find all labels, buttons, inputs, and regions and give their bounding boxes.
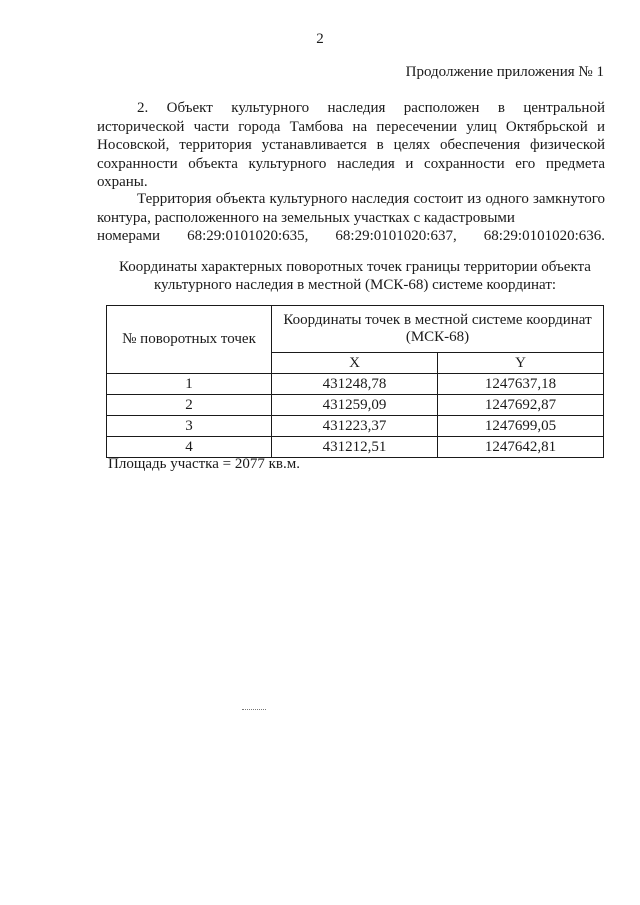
cell-y: 1247699,05 [438, 416, 604, 437]
paragraph-territory-cadastral: номерами 68:29:0101020:635, 68:29:0101020:637, 68:29:0101020:636. [97, 228, 605, 244]
header-coordinates: Координаты точек в местной системе координат (МСК-68) [272, 306, 604, 353]
cell-y: 1247642,81 [438, 437, 604, 458]
table-row [107, 374, 604, 395]
cell-x: 431212,51 [272, 437, 438, 458]
cell-x: 431248,78 [272, 374, 438, 395]
paragraph-territory-text: Территория объекта культурного наследия состоит из одного замкнутого контура, расположенного на земельных участках с кадастровыми [97, 191, 605, 226]
cell-y: 1247637,18 [438, 374, 604, 395]
table-row [107, 395, 604, 416]
page-number: 2 [316, 31, 324, 47]
cell-point-number: 3 [107, 416, 272, 437]
table-caption: Координаты характерных поворотных точек границы территории объекта культурного наследия в местной (МСК-68) системе координат: [119, 259, 591, 293]
cell-y: 1247692,87 [438, 395, 604, 416]
scan-artifact [242, 709, 266, 711]
cell-point-number: 1 [107, 374, 272, 395]
land-area: Площадь участка = 2077 кв.м. [108, 456, 300, 472]
paragraph-location: 2. Объект культурного наследия расположен в центральной исторической части города Тамбова на пересечении улиц Октябрьской и Носовской, территория устанавливается в целях обеспечения физической сохранности объекта культурного наследия и сохранности его предмета охраны. [97, 100, 605, 190]
header-x: X [272, 353, 438, 374]
table-row [107, 416, 604, 437]
cell-point-number: 2 [107, 395, 272, 416]
cell-point-number: 4 [107, 437, 272, 458]
cell-x: 431223,37 [272, 416, 438, 437]
coordinates-table [106, 305, 604, 458]
paragraph-territory [97, 190, 605, 246]
header-point-number: № поворотных точек [107, 306, 272, 374]
cell-x: 431259,09 [272, 395, 438, 416]
appendix-note: Продолжение приложения № 1 [405, 64, 604, 80]
header-y: Y [438, 353, 604, 374]
table-row [107, 437, 604, 458]
